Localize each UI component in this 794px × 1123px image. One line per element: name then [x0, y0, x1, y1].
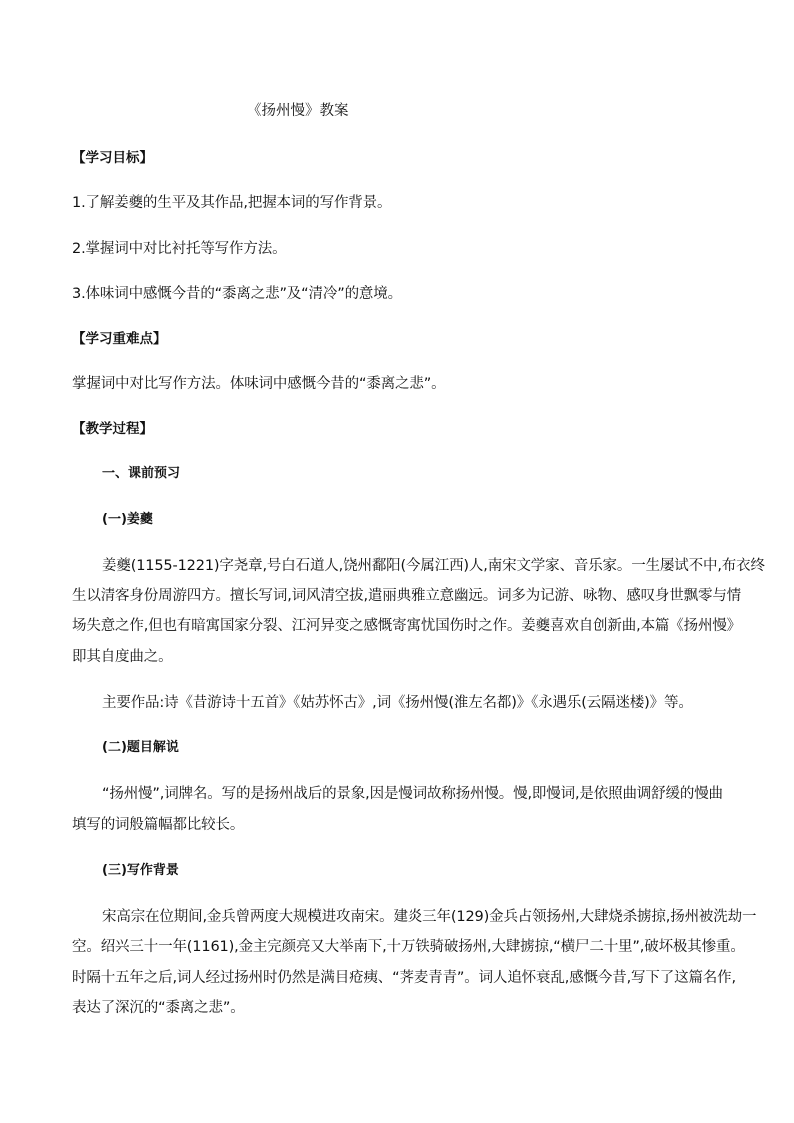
- author-paragraph-line-4: 即其自度曲之。: [72, 649, 173, 665]
- document-title: 《扬州慢》教案: [247, 103, 349, 119]
- background-line-1: 宋高宗在位期间,金兵曾两度大规模进攻南宋。建炎三年(129)金兵占领扬州,大肆烧杀掳掠,扬州被洗劫一: [102, 909, 757, 925]
- goal-item-3: 3.体味词中感慨今昔的“黍离之悲”及“清冷”的意境。: [72, 286, 402, 302]
- background-line-2: 空。绍兴三十一年(1161),金主完颜亮又大举南下,十万铁骑破扬州,大肆掳掠,“横尸二十里”,破坏极其惨重。: [72, 939, 745, 955]
- author-paragraph-line-1: 姜夔(1155-1221)字尧章,号白石道人,饶州鄱阳(今属江西)人,南宋文学家、音乐家。一生屡试不中,布衣终: [102, 558, 765, 574]
- background-line-3: 时隔十五年之后,词人经过扬州时仍然是满目疮痍、“荠麦青青”。词人追怀衰乱,感慨今昔,写下了这篇名作,: [72, 970, 736, 986]
- background-line-4: 表达了深沉的“黍离之悲”。: [72, 1000, 245, 1016]
- author-paragraph-line-2: 生以清客身份周游四方。擅长写词,词风清空拔,遣丽典雅立意幽远。词多为记游、咏物、感叹身世飘零与情: [72, 588, 742, 604]
- author-paragraph-line-3: 场失意之作,但也有暗寓国家分裂、江河异变之感慨寄寓忧国伤时之作。姜夔喜欢自创新曲,本篇《扬州慢》: [72, 618, 742, 634]
- section-1-title: 一、课前预习: [102, 466, 181, 481]
- subsection-3-title: (三)写作背景: [102, 863, 179, 878]
- key-point-text: 掌握词中对比写作方法。体味词中感慨今昔的“黍离之悲”。: [72, 376, 446, 392]
- major-works-paragraph: 主要作品:诗《昔游诗十五首》《姑苏怀古》,词《扬州慢(淮左名都)》《永遇乐(云隔迷楼)》等。: [102, 695, 693, 711]
- title-explain-line-1: “扬州慢”,词牌名。写的是扬州战后的景象,因是慢词故称扬州慢。慢,即慢词,是依照曲调舒缓的慢曲: [102, 786, 723, 802]
- heading-teaching-process: 【教学过程】: [72, 421, 153, 437]
- subsection-2-title: (二)题目解说: [102, 740, 179, 755]
- subsection-1-title: (一)姜夔: [102, 512, 153, 527]
- heading-learning-goals: 【学习目标】: [72, 150, 153, 166]
- heading-key-points: 【学习重难点】: [72, 331, 167, 347]
- goal-item-2: 2.掌握词中对比衬托等写作方法。: [72, 241, 287, 257]
- goal-item-1: 1.了解姜夔的生平及其作品,把握本词的写作背景。: [72, 195, 392, 211]
- title-explain-line-2: 填写的词般篇幅都比较长。: [72, 817, 245, 833]
